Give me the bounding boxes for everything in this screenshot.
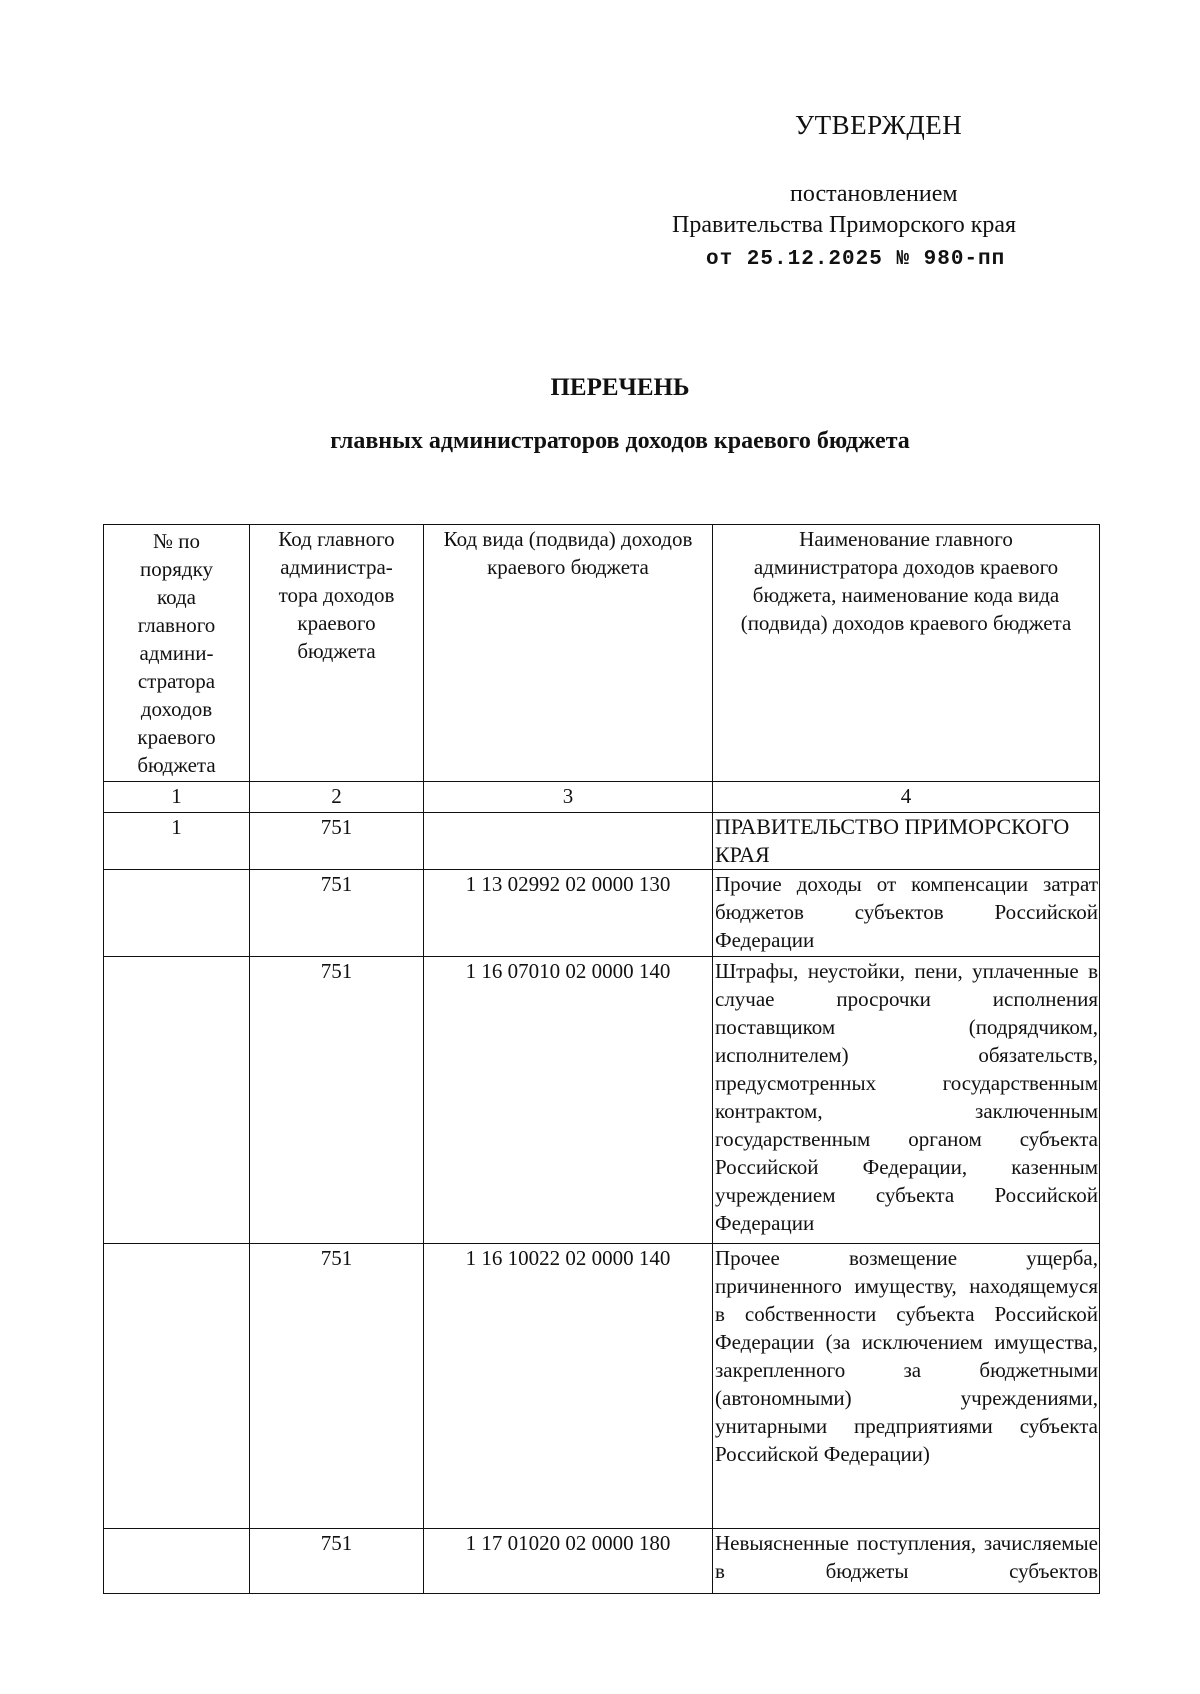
header-order-number: № по порядку кода главного админи-стратора доходов краевого бюджета bbox=[104, 525, 250, 782]
income-code-cell: 1 16 07010 02 0000 140 bbox=[424, 957, 713, 1244]
column-number-row bbox=[104, 782, 1100, 813]
admin-code-cell: 751 bbox=[250, 1244, 424, 1529]
order-cell bbox=[104, 957, 250, 1244]
column-number: 4 bbox=[713, 782, 1100, 813]
administrators-table bbox=[103, 524, 1100, 1594]
header-admin-code: Код главного администра-тора доходов краевого бюджета bbox=[250, 525, 424, 782]
admin-code-cell: 751 bbox=[250, 957, 424, 1244]
document-title: ПЕРЕЧЕНЬ bbox=[550, 374, 690, 401]
order-cell: 1 bbox=[104, 813, 250, 870]
approval-decree-label: постановлением bbox=[790, 181, 958, 207]
income-code-cell bbox=[424, 813, 713, 870]
income-code-cell: 1 17 01020 02 0000 180 bbox=[424, 1529, 713, 1594]
approved-title: УТВЕРЖДЕН bbox=[795, 110, 963, 140]
admin-code-cell: 751 bbox=[250, 1529, 424, 1594]
name-cell: Прочие доходы от компенсации затрат бюджетов субъектов Российской Федерации bbox=[713, 870, 1100, 957]
approval-authority: Правительства Приморского края bbox=[672, 212, 1017, 238]
income-code-cell: 1 13 02992 02 0000 130 bbox=[424, 870, 713, 957]
column-number: 2 bbox=[250, 782, 424, 813]
table-row bbox=[104, 813, 1100, 870]
name-cell: Штрафы, неустойки, пени, уплаченные в случае просрочки исполнения поставщиком (подрядчиком, исполнителем) обязательств, предусмотренных государственным контрактом, заключенным государственным органом субъекта Российской Федерации, казенным учреждением субъекта Российской Федерации bbox=[713, 957, 1100, 1244]
table-header-row bbox=[104, 525, 1100, 782]
table-row bbox=[104, 1244, 1100, 1529]
order-cell bbox=[104, 1529, 250, 1594]
document-subtitle: главных администраторов доходов краевого бюджета bbox=[330, 428, 910, 454]
column-number: 1 bbox=[104, 782, 250, 813]
approval-date-number: от 25.12.2025 № 980-пп bbox=[706, 248, 1006, 271]
income-code-cell: 1 16 10022 02 0000 140 bbox=[424, 1244, 713, 1529]
header-name: Наименование главного администратора доходов краевого бюджета, наименование кода вида (подвида) доходов краевого бюджета bbox=[713, 525, 1100, 782]
order-cell bbox=[104, 1244, 250, 1529]
table-row bbox=[104, 957, 1100, 1244]
admin-code-cell: 751 bbox=[250, 813, 424, 870]
order-cell bbox=[104, 870, 250, 957]
header-income-code: Код вида (подвида) доходов краевого бюджета bbox=[424, 525, 713, 782]
table-row bbox=[104, 1529, 1100, 1594]
admin-code-cell: 751 bbox=[250, 870, 424, 957]
name-cell: Невыясненные поступления, зачисляемые в бюджеты субъектов bbox=[713, 1529, 1100, 1594]
name-cell: ПРАВИТЕЛЬСТВО ПРИМОРСКОГО КРАЯ bbox=[713, 813, 1100, 870]
column-number: 3 bbox=[424, 782, 713, 813]
table-row bbox=[104, 870, 1100, 957]
name-cell: Прочее возмещение ущерба, причиненного имуществу, находящемуся в собственности субъекта Российской Федерации (за исключением имущества, закрепленного за бюджетными (автономными) учреждениями, унитарными предприятиями субъекта Российской Федерации) bbox=[713, 1244, 1100, 1529]
